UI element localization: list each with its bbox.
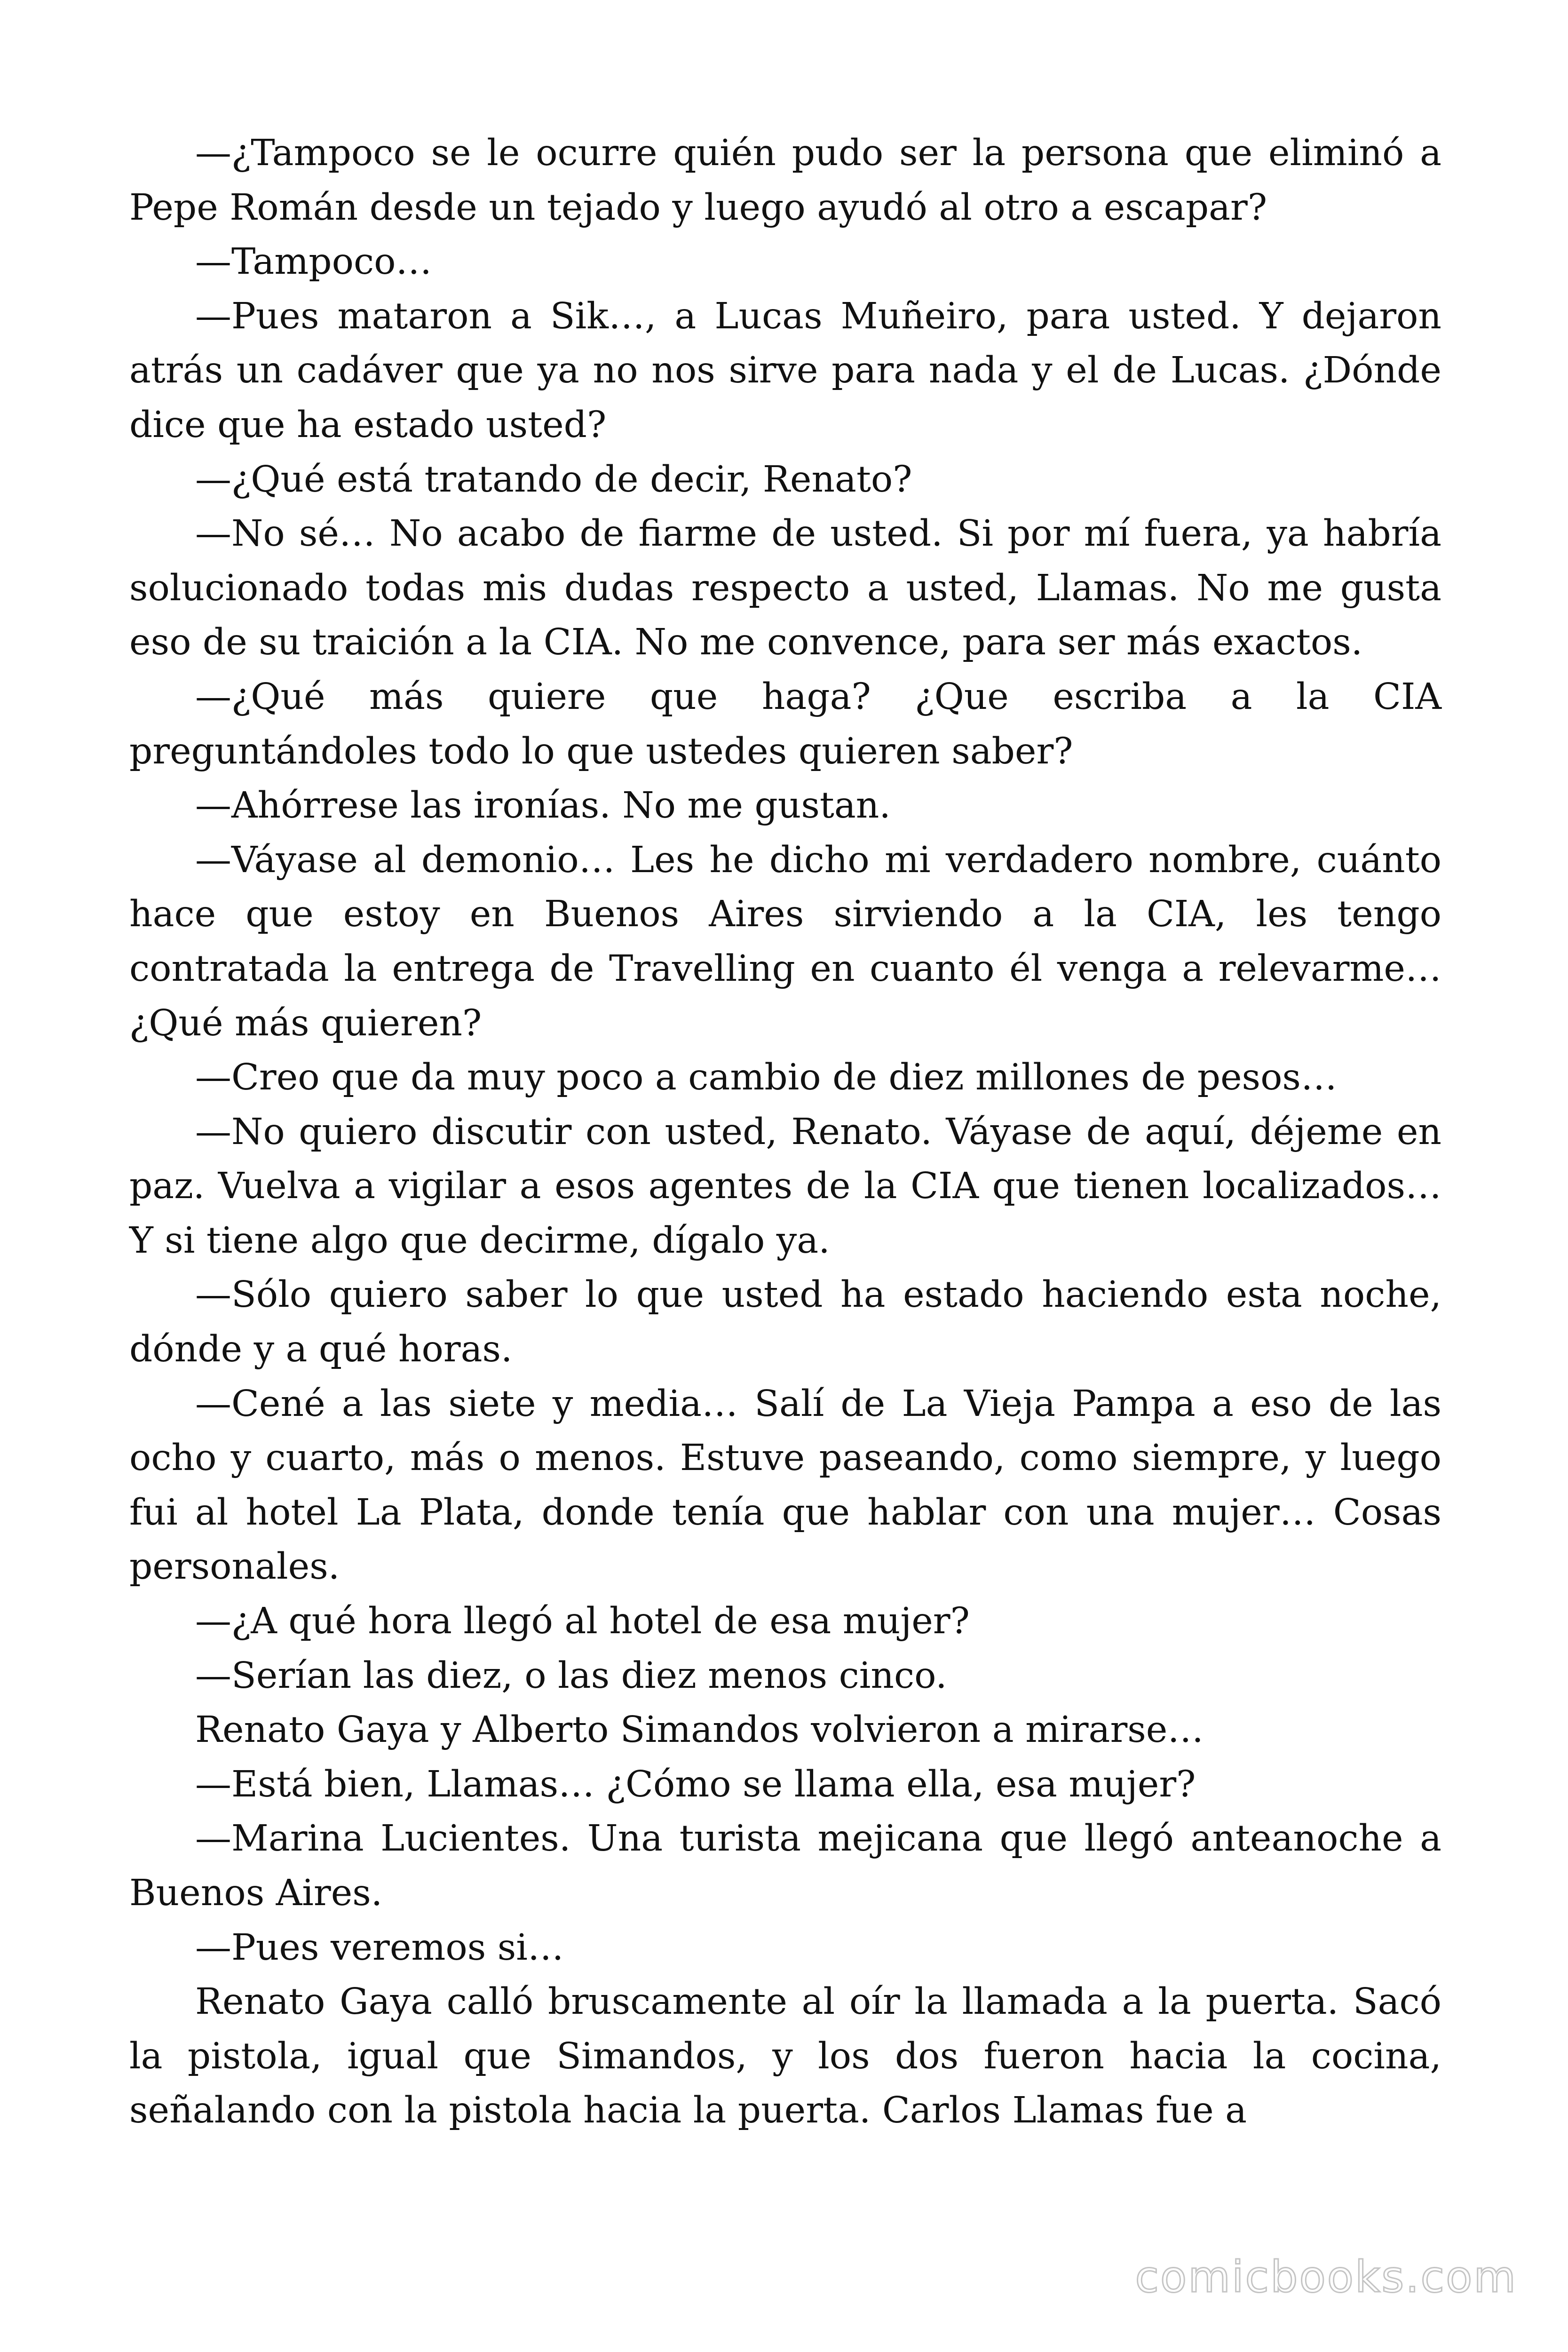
paragraph: —No sé… No acabo de fiarme de usted. Si por mí fuera, ya habría solucionado todas mis dudas respecto a usted, Llamas. No me gusta eso de su traición a la CIA. No me convence, para ser más exactos. bbox=[129, 513, 1441, 664]
paragraph: —No quiero discutir con usted, Renato. Váyase de aquí, déjeme en paz. Vuelva a vigilar a esos agentes de la CIA que tienen localizados… Y si tiene algo que decirme, dígalo ya. bbox=[129, 1111, 1441, 1262]
paragraph: —Váyase al demonio… Les he dicho mi verdadero nombre, cuánto hace que estoy en Buenos Aires sirviendo a la CIA, les tengo contratada la entrega de Travelling en cuanto él venga a relevarme… ¿Qué más quieren? bbox=[129, 839, 1441, 1044]
paragraph: Renato Gaya calló bruscamente al oír la llamada a la puerta. Sacó la pistola, igual que Simandos, y los dos fueron hacia la cocina, señalando con la pistola hacia la puerta. Carlos Llamas fue a bbox=[129, 1981, 1441, 2132]
paragraph: —¿Qué más quiere que haga? ¿Que escriba a la CIA preguntándoles todo lo que ustedes quieren saber? bbox=[129, 675, 1441, 772]
paragraph: —¿Qué está tratando de decir, Renato? bbox=[195, 458, 912, 501]
paragraph: —Ahórrese las ironías. No me gustan. bbox=[195, 785, 891, 827]
watermark: comicbooks.com bbox=[1135, 2252, 1517, 2302]
paragraph: —¿A qué hora llegó al hotel de esa mujer? bbox=[195, 1600, 970, 1643]
paragraph: —Pues veremos si… bbox=[195, 1926, 564, 1969]
paragraph: —Está bien, Llamas… ¿Cómo se llama ella, esa mujer? bbox=[195, 1763, 1196, 1805]
paragraph: —Serían las diez, o las diez menos cinco. bbox=[195, 1654, 947, 1697]
paragraph: Renato Gaya y Alberto Simandos volvieron a mirarse… bbox=[195, 1709, 1204, 1751]
paragraph: —Sólo quiero saber lo que usted ha estado haciendo esta noche, dónde y a qué horas. bbox=[129, 1274, 1441, 1371]
paragraph: —Tampoco… bbox=[195, 241, 432, 283]
paragraph: —Pues mataron a Sik…, a Lucas Muñeiro, para usted. Y dejaron atrás un cadáver que ya no nos sirve para nada y el de Lucas. ¿Dónde dice que ha estado usted? bbox=[129, 295, 1441, 446]
paragraph: —¿Tampoco se le ocurre quién pudo ser la persona que eliminó a Pepe Román desde un tejado y luego ayudó al otro a escapar? bbox=[129, 132, 1441, 229]
paragraph: —Marina Lucientes. Una turista mejicana que llegó anteanoche a Buenos Aires. bbox=[129, 1818, 1441, 1914]
book-page-text bbox=[129, 126, 1441, 2138]
paragraph: —Cené a las siete y media… Salí de La Vieja Pampa a eso de las ocho y cuarto, más o menos. Estuve paseando, como siempre, y luego fui al hotel La Plata, donde tenía que hablar con una mujer… Cosas personales. bbox=[129, 1383, 1441, 1588]
paragraph: —Creo que da muy poco a cambio de diez millones de pesos… bbox=[195, 1057, 1337, 1099]
